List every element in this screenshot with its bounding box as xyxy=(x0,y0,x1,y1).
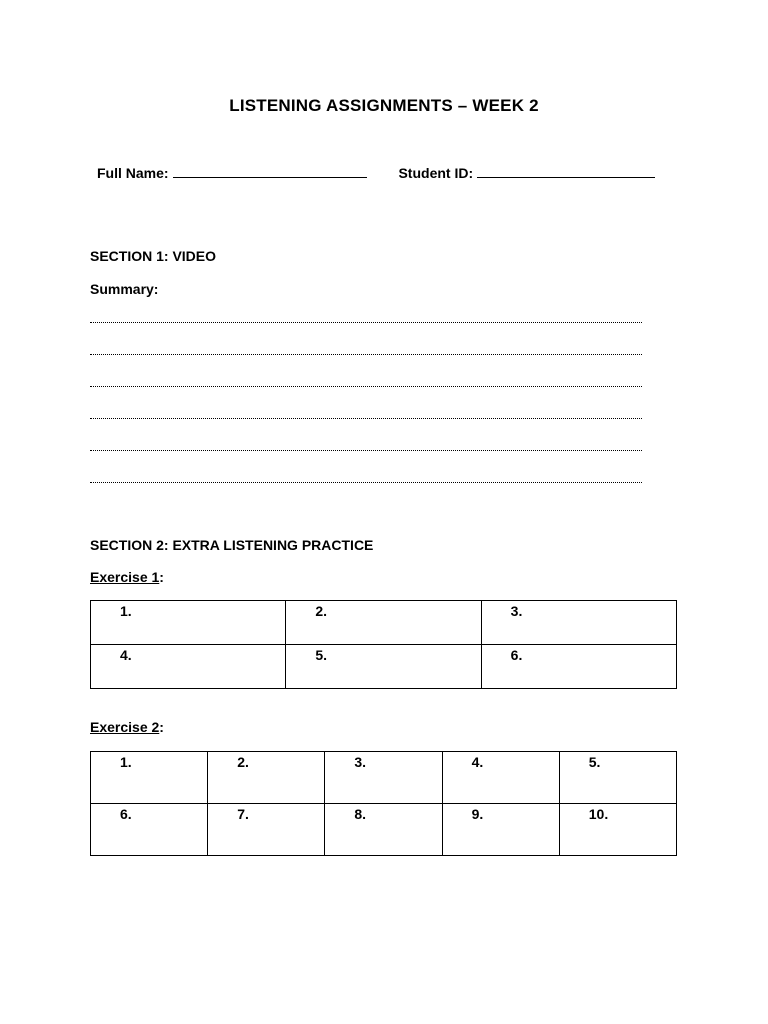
exercise-1-label-text: Exercise 1 xyxy=(90,569,160,585)
exercise-2-colon: : xyxy=(159,719,164,735)
page-title: LISTENING ASSIGNMENTS – WEEK 2 xyxy=(229,96,539,115)
answer-cell[interactable]: 3. xyxy=(325,752,442,804)
answer-cell[interactable]: 6. xyxy=(481,645,676,689)
answer-cell[interactable]: 8. xyxy=(325,804,442,856)
answer-cell[interactable]: 4. xyxy=(91,645,286,689)
section-1-heading: SECTION 1: VIDEO xyxy=(90,248,217,264)
answer-cell[interactable]: 1. xyxy=(91,601,286,645)
answer-cell[interactable]: 6. xyxy=(91,804,208,856)
answer-cell[interactable]: 10. xyxy=(559,804,676,856)
student-id-label: Student ID: xyxy=(398,165,474,181)
full-name-blank[interactable] xyxy=(173,165,367,178)
table-row xyxy=(91,752,677,804)
full-name-label: Full Name: xyxy=(97,165,169,181)
answer-cell[interactable]: 4. xyxy=(442,752,559,804)
exercise-1-table xyxy=(90,600,677,689)
summary-dotted-line[interactable] xyxy=(90,384,642,387)
summary-dotted-line[interactable] xyxy=(90,352,642,355)
answer-cell[interactable]: 2. xyxy=(208,752,325,804)
student-info-row xyxy=(97,165,697,181)
exercise-1-colon: : xyxy=(159,569,164,585)
exercise-2-label-text: Exercise 2 xyxy=(90,719,160,735)
answer-cell[interactable]: 9. xyxy=(442,804,559,856)
section-2-heading: SECTION 2: EXTRA LISTENING PRACTICE xyxy=(90,537,374,553)
summary-dotted-line[interactable] xyxy=(90,480,642,483)
summary-dotted-line[interactable] xyxy=(90,320,642,323)
table-row xyxy=(91,645,677,689)
summary-dotted-line[interactable] xyxy=(90,448,642,451)
answer-cell[interactable]: 3. xyxy=(481,601,676,645)
student-id-blank[interactable] xyxy=(477,165,655,178)
exercise-2-label xyxy=(90,719,164,735)
table-row xyxy=(91,804,677,856)
student-id-field xyxy=(398,165,655,181)
answer-cell[interactable]: 7. xyxy=(208,804,325,856)
full-name-field xyxy=(97,165,367,181)
answer-cell[interactable]: 2. xyxy=(286,601,481,645)
summary-dotted-line[interactable] xyxy=(90,416,642,419)
answer-cell[interactable]: 5. xyxy=(286,645,481,689)
exercise-2-table xyxy=(90,751,677,856)
exercise-1-label xyxy=(90,569,164,585)
answer-cell[interactable]: 5. xyxy=(559,752,676,804)
answer-cell[interactable]: 1. xyxy=(91,752,208,804)
summary-label: Summary: xyxy=(90,281,159,297)
table-row xyxy=(91,601,677,645)
